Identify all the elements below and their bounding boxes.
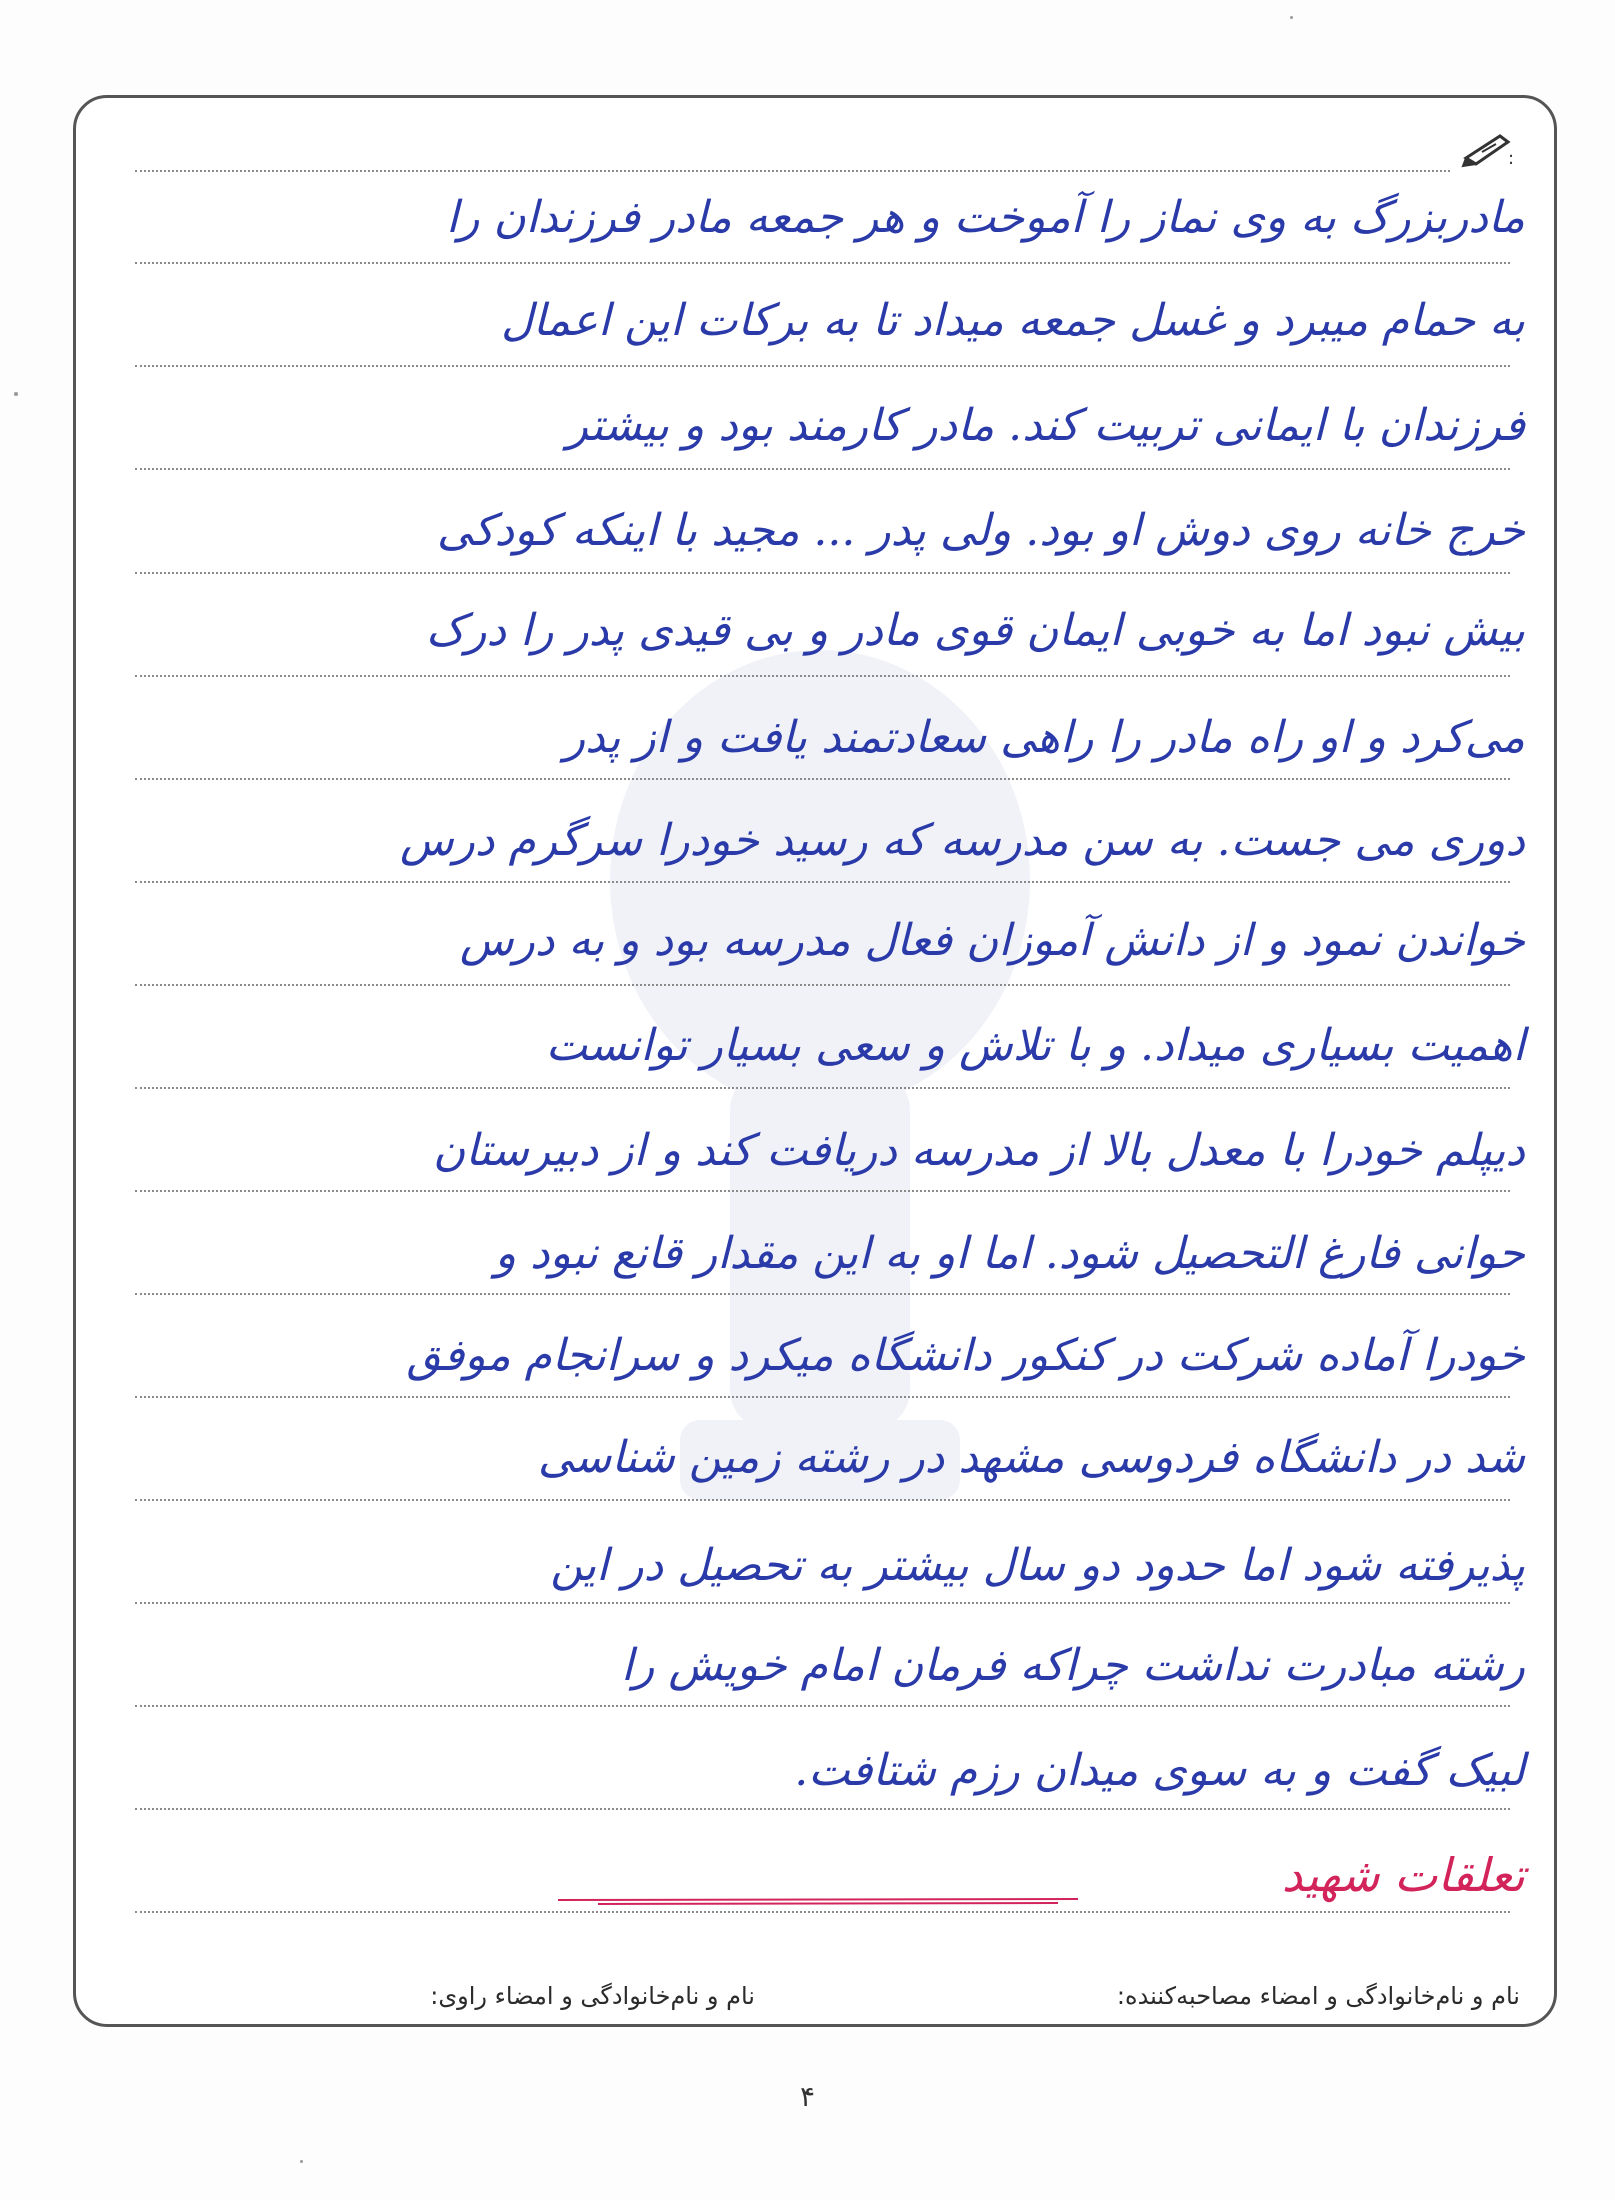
- dotted-rule: [135, 1705, 1510, 1707]
- dotted-rule: [135, 1087, 1510, 1089]
- handwritten-line: خواندن نمود و از دانش آموزان فعال مدرسه بود و به درس: [459, 915, 1525, 966]
- dotted-rule: [135, 1396, 1510, 1398]
- dotted-rule: [135, 675, 1510, 677]
- handwritten-line: اهمیت بسیاری میداد. و با تلاش و سعی بسیار توانست: [545, 1020, 1525, 1071]
- svg-text::: :: [1508, 148, 1515, 168]
- dotted-rule: [135, 1190, 1510, 1192]
- section-heading: تعلقات شهید: [1281, 1848, 1525, 1902]
- dotted-rule: [135, 1808, 1510, 1810]
- dotted-rule: [135, 170, 1450, 172]
- handwritten-line: لبیک گفت و به سوی میدان رزم شتافت.: [794, 1745, 1525, 1796]
- handwritten-line: شد در دانشگاه فردوسی مشهد در رشته زمین شناسی: [537, 1432, 1525, 1483]
- dotted-rule: [135, 1911, 1510, 1913]
- dotted-rule: [135, 984, 1510, 986]
- dotted-rule: [135, 1499, 1510, 1501]
- handwritten-line: فرزندان با ایمانی تربیت کند. مادر کارمند بود و بیشتر: [566, 400, 1525, 451]
- dotted-rule: [135, 572, 1510, 574]
- handwritten-line: بیش نبود اما به خوبی ایمان قوی مادر و بی قیدی پدر را درک: [425, 605, 1525, 656]
- dotted-rule: [135, 778, 1510, 780]
- dotted-rule: [135, 468, 1510, 470]
- dotted-rule: [135, 1293, 1510, 1295]
- handwritten-line: دیپلم خودرا با معدل بالا از مدرسه دریافت کند و از دبیرستان: [433, 1125, 1525, 1176]
- handwritten-line: رشته مبادرت نداشت چراکه فرمان امام خویش را: [620, 1640, 1525, 1691]
- heading-underline: [558, 1897, 1078, 1907]
- interviewer-signature-label: نام و نام‌خانوادگی و امضاء مصاحبه‌کننده:: [1116, 1982, 1520, 2010]
- handwritten-line: می‌کرد و او راه مادر را راهی سعادتمند یافت و از پدر: [563, 712, 1525, 763]
- handwritten-line: حوانی فارغ التحصیل شود. اما او به این مقدار قانع نبود و: [494, 1228, 1525, 1279]
- handwritten-line: به حمام میبرد و غسل جمعه میداد تا به برکات این اعمال: [500, 295, 1525, 346]
- dotted-rule: [135, 365, 1510, 367]
- dotted-rule: [135, 1602, 1510, 1604]
- narrator-signature-label: نام و نام‌خانوادگی و امضاء راوی:: [430, 1982, 755, 2010]
- dotted-rule: [135, 881, 1510, 883]
- page-number: ۴: [799, 2080, 816, 2113]
- handwritten-line: خودرا آماده شرکت در کنکور دانشگاه میکرد و سرانجام موفق: [406, 1330, 1525, 1381]
- handwritten-line: پذیرفته شود اما حدود دو سال بیشتر به تحصیل در این: [550, 1540, 1525, 1591]
- dotted-rule: [135, 262, 1510, 264]
- handwritten-line: مادربزرگ به وی نماز را آموخت و هر جمعه مادر فرزندان را: [446, 192, 1525, 243]
- handwritten-line: دوری می جست. به سن مدرسه که رسید خودرا سرگرم درس: [399, 815, 1525, 866]
- handwritten-line: خرج خانه روی دوش او بود. ولی پدر ... مجید با اینکه کودکی: [436, 505, 1525, 556]
